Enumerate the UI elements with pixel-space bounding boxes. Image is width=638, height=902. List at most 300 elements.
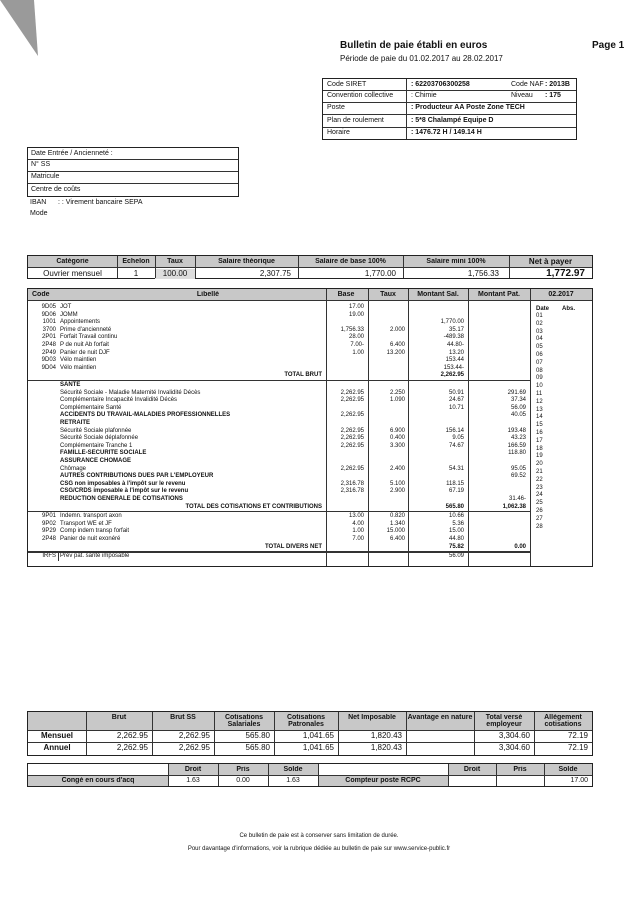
category-table bbox=[27, 255, 593, 279]
cat-value-net: 1,772.97 bbox=[546, 268, 585, 279]
boxed-divider bbox=[58, 552, 59, 561]
calendar-day: 06 bbox=[536, 352, 543, 358]
row-base: 2,262.95 bbox=[340, 412, 364, 419]
row-label: JOT bbox=[60, 304, 72, 310]
iban-value: : : Virement bancaire SEPA bbox=[58, 199, 143, 206]
calendar-day: 26 bbox=[536, 508, 543, 514]
row-montant-sal: 565.80 bbox=[445, 503, 464, 510]
row-montant-sal: 50.91 bbox=[448, 389, 464, 396]
summary-value: 3,304.60 bbox=[498, 743, 530, 752]
row-code bbox=[28, 544, 56, 551]
row-montant-sal: 67.19 bbox=[448, 488, 464, 495]
calendar-day: 08 bbox=[536, 367, 543, 374]
row-label: TOTAL DES COTISATIONS ET CONTRIBUTIONS bbox=[185, 503, 322, 510]
row-label: Sécurité Sociale déplafonnée bbox=[60, 435, 139, 442]
row-montant-sal: 153.44 bbox=[445, 357, 464, 364]
summary-header: Total versé employeur bbox=[485, 714, 523, 728]
row-montant-pat: 166.59 bbox=[507, 442, 526, 449]
row-montant-sal: 44.80 bbox=[448, 536, 464, 542]
row-montant-pat bbox=[468, 481, 526, 488]
row-label: TOTAL DIVERS NET bbox=[264, 543, 322, 550]
calendar-day: 12 bbox=[536, 398, 543, 405]
row-base bbox=[326, 450, 364, 457]
row-label: Comp indem transp forfait bbox=[60, 528, 130, 535]
row-code bbox=[28, 450, 56, 457]
row-montant-pat bbox=[468, 372, 526, 379]
row-code: 9D06 bbox=[41, 311, 56, 318]
summary-col-divider bbox=[406, 712, 407, 755]
boxed-separator bbox=[28, 552, 530, 553]
row-code: 2P01 bbox=[41, 334, 56, 341]
row-label: Sécurité Sociale plafonnée bbox=[60, 427, 132, 434]
calendar-day: 18 bbox=[536, 445, 543, 452]
row-montant-sal: 10.66 bbox=[448, 513, 464, 520]
detail-header-month: 02.2017 bbox=[548, 291, 574, 298]
summary-row-label: Mensuel bbox=[40, 731, 73, 740]
row-taux: 6.400 bbox=[389, 342, 405, 348]
row-label: Panier de nuit DJF bbox=[60, 349, 110, 356]
row-taux bbox=[368, 334, 405, 341]
row-montant-pat bbox=[468, 528, 526, 535]
row-base: 2,316.78 bbox=[340, 480, 364, 487]
row-montant-pat bbox=[468, 420, 526, 427]
calendar-day: 28 bbox=[536, 523, 543, 530]
row-code bbox=[28, 405, 56, 412]
row-montant-pat: 0.00 bbox=[514, 543, 526, 550]
row-code bbox=[28, 458, 56, 465]
row-code bbox=[28, 488, 56, 495]
row-montant-sal: 35.17 bbox=[448, 326, 464, 333]
page-number: Page 1 bbox=[592, 40, 625, 51]
row-code: IRFS bbox=[42, 553, 56, 560]
row-base: 2,262.95 bbox=[340, 427, 364, 434]
summary-value: 2,262.95 bbox=[116, 731, 148, 740]
row-montant-sal bbox=[408, 458, 464, 465]
row-montant-pat bbox=[468, 357, 526, 364]
poste-label: Poste bbox=[327, 104, 345, 111]
row-taux: 2.250 bbox=[389, 389, 405, 396]
row-taux bbox=[368, 553, 405, 560]
calendar-day: 02 bbox=[536, 320, 543, 327]
row-taux bbox=[368, 420, 405, 427]
horaire-value: : 1476.72 H / 149.14 H bbox=[411, 129, 482, 136]
row-montant-pat bbox=[468, 553, 526, 560]
row-base: 28.00 bbox=[348, 334, 364, 341]
calendar-day: 23 bbox=[536, 484, 543, 491]
row-base: 4.00 bbox=[352, 520, 364, 527]
row-montant-pat bbox=[468, 319, 526, 326]
row-base bbox=[326, 382, 364, 389]
row-montant-pat: 193.48 bbox=[507, 427, 526, 434]
rcpc-label: Compteur poste RCPC bbox=[345, 777, 421, 784]
row-montant-pat bbox=[468, 350, 526, 357]
row-montant-pat: 56.09 bbox=[510, 404, 526, 411]
row-montant-pat bbox=[468, 334, 526, 341]
summary-col-divider bbox=[86, 712, 87, 755]
row-montant-sal bbox=[408, 450, 464, 457]
row-base: 17.00 bbox=[348, 304, 364, 310]
calendar-day: 11 bbox=[536, 391, 543, 397]
rcpc-value-solde: 17.00 bbox=[570, 777, 588, 784]
centre-label: Centre de coûts bbox=[31, 186, 81, 193]
summary-col-divider bbox=[274, 712, 275, 755]
matricule-label: Matricule bbox=[31, 173, 60, 180]
summary-value: 565.80 bbox=[245, 743, 270, 752]
calendar-day: 16 bbox=[536, 430, 543, 436]
row-montant-sal: 24.67 bbox=[448, 397, 464, 404]
siret-label: Code SIRET bbox=[327, 81, 367, 88]
calendar-day: 15 bbox=[536, 422, 543, 429]
summary-col-divider bbox=[338, 712, 339, 755]
detail-header-base: Base bbox=[337, 291, 355, 298]
naf-label: Code NAF bbox=[511, 81, 544, 88]
row-montant-sal: 56.09 bbox=[448, 553, 464, 560]
row-montant-sal: 1,770.00 bbox=[440, 319, 464, 326]
summary-value: 1,820.43 bbox=[370, 731, 402, 740]
document-title: Bulletin de paie établi en euros bbox=[340, 40, 488, 51]
summary-header: Brut bbox=[111, 714, 127, 721]
cat-value-mini: 1,756.33 bbox=[467, 269, 499, 278]
row-label: REDUCTION GENERALE DE COTISATIONS bbox=[60, 496, 183, 502]
row-taux bbox=[368, 473, 405, 480]
row-montant-pat bbox=[468, 382, 526, 389]
row-label: Indemn. transport axon bbox=[60, 513, 122, 520]
row-montant-pat: 95.05 bbox=[510, 465, 526, 472]
summary-col-divider bbox=[214, 712, 215, 755]
row-taux: 6.900 bbox=[389, 427, 405, 434]
summary-value: 1,041.65 bbox=[302, 743, 334, 752]
row-label: Appointements bbox=[60, 319, 101, 326]
row-montant-sal bbox=[408, 304, 464, 311]
row-label: ASSURANCE CHOMAGE bbox=[60, 458, 132, 464]
calendar-day: 21 bbox=[536, 469, 543, 475]
summary-header: Avantage en nature bbox=[407, 714, 473, 721]
calendar-day: 14 bbox=[536, 414, 543, 421]
row-label: Complémentaire Tranche 1 bbox=[60, 442, 133, 449]
row-taux bbox=[368, 405, 405, 412]
calendar-day: 17 bbox=[536, 437, 543, 444]
entry-date-label: Date Entrée / Ancienneté : bbox=[31, 150, 113, 157]
ns-label: N° SS bbox=[31, 161, 51, 168]
row-label: CSG non imposables à l'impôt sur le revenu bbox=[60, 480, 186, 487]
detail-header-pat: Montant Pat. bbox=[478, 291, 520, 298]
summary-table bbox=[27, 711, 593, 756]
calendar-day: 04 bbox=[536, 336, 543, 343]
summary-value: 565.80 bbox=[245, 731, 270, 740]
summary-header: Cotisations Patronales bbox=[286, 714, 326, 728]
row-code: 3700 bbox=[42, 326, 56, 333]
row-montant-sal: 13.20 bbox=[448, 349, 464, 356]
leave-value-pris: 0.00 bbox=[236, 777, 250, 784]
detail-header-taux: Taux bbox=[380, 291, 396, 298]
row-taux bbox=[368, 544, 405, 551]
row-montant-pat: 37.34 bbox=[510, 397, 526, 404]
calendar-day: 19 bbox=[536, 453, 543, 460]
row-taux bbox=[368, 357, 405, 364]
row-base: 1.00 bbox=[352, 349, 364, 356]
leave-header-solde: Solde bbox=[283, 766, 303, 773]
summary-col-divider bbox=[152, 712, 153, 755]
row-label: Chômage bbox=[60, 465, 87, 472]
calendar-day: 07 bbox=[536, 359, 543, 366]
row-taux: 0.400 bbox=[389, 435, 405, 442]
detail-header-libelle: Libellé bbox=[196, 291, 220, 298]
summary-value: 1,820.43 bbox=[370, 743, 402, 752]
row-label: RETRAITE bbox=[60, 420, 90, 426]
leave-label: Congé en cours d'acq bbox=[61, 777, 135, 784]
row-montant-pat: 1,062.38 bbox=[502, 503, 526, 510]
cat-header-net: Net à payer bbox=[528, 257, 573, 266]
row-montant-sal bbox=[408, 382, 464, 389]
row-base bbox=[326, 458, 364, 465]
plan-label: Plan de roulement bbox=[327, 117, 384, 124]
row-taux: 13.200 bbox=[386, 349, 405, 356]
row-base: 2,262.95 bbox=[340, 389, 364, 396]
row-label: Transport WE et JF bbox=[60, 520, 112, 527]
detail-header-sal: Montant Sal. bbox=[417, 291, 459, 298]
calendar-date-header: Date bbox=[536, 306, 550, 312]
summary-header: Net Imposable bbox=[348, 714, 396, 721]
row-montant-pat bbox=[468, 365, 526, 372]
iban-label: IBAN bbox=[30, 199, 47, 206]
cat-header-echelon: Echelon bbox=[122, 258, 150, 265]
row-base bbox=[326, 357, 364, 364]
row-code bbox=[28, 496, 56, 503]
row-code bbox=[28, 443, 56, 450]
row-code bbox=[28, 481, 56, 488]
row-taux bbox=[368, 312, 405, 319]
row-montant-sal: 15.00 bbox=[448, 528, 464, 535]
row-montant-sal: 10.71 bbox=[448, 404, 464, 411]
leave-header-droit: Droit bbox=[184, 766, 202, 773]
cat-header-categorie: Catégorie bbox=[56, 258, 89, 265]
row-montant-sal: 74.67 bbox=[448, 442, 464, 449]
row-montant-pat: 31.46- bbox=[508, 496, 526, 502]
summary-row-label: Annuel bbox=[43, 743, 71, 752]
row-code: 9P29 bbox=[41, 528, 56, 535]
footer-line-1: Ce bulletin de paie est à conserver sans limitation de durée. bbox=[239, 833, 399, 839]
row-taux: 1.090 bbox=[389, 397, 405, 404]
detail-header-code: Code bbox=[32, 291, 50, 298]
row-montant-sal bbox=[408, 496, 464, 503]
row-base: 2,316.78 bbox=[340, 488, 364, 495]
scan-fold-mark bbox=[0, 0, 60, 60]
row-label: SANTE bbox=[60, 382, 81, 388]
summary-header: Cotisations Salariales bbox=[224, 714, 264, 728]
row-taux: 3.300 bbox=[389, 442, 405, 449]
row-taux: 2.400 bbox=[389, 465, 405, 472]
summary-value: 3,304.60 bbox=[498, 731, 530, 740]
row-code: 2P49 bbox=[41, 349, 56, 356]
row-base: 2,262.95 bbox=[340, 435, 364, 442]
row-montant-sal bbox=[408, 473, 464, 480]
calendar-day: 01 bbox=[536, 313, 543, 319]
summary-col-divider bbox=[474, 712, 475, 755]
row-taux: 0.820 bbox=[389, 513, 405, 520]
row-montant-sal: 153.44- bbox=[443, 364, 464, 371]
row-code: 1001 bbox=[42, 319, 56, 326]
cat-value-taux: 100.00 bbox=[155, 269, 195, 279]
row-code bbox=[28, 397, 56, 404]
row-label: Complémentaire Santé bbox=[60, 404, 122, 411]
row-code bbox=[28, 420, 56, 427]
calendar-day: 10 bbox=[536, 383, 543, 390]
cat-header-taux: Taux bbox=[167, 258, 183, 265]
row-base bbox=[326, 405, 364, 412]
row-code: 9D03 bbox=[41, 357, 56, 364]
convention-value: : Chimie bbox=[411, 92, 437, 99]
row-montant-pat bbox=[468, 342, 526, 349]
row-label: Complémentaire Incapacité Invalidité Décès bbox=[60, 397, 178, 404]
row-montant-sal: 75.82 bbox=[448, 543, 464, 550]
siret-value: : 62203706300258 bbox=[411, 81, 470, 88]
calendar-day: 22 bbox=[536, 476, 543, 483]
calendar-abs-header: Abs. bbox=[562, 306, 576, 312]
row-taux bbox=[368, 319, 405, 326]
row-code bbox=[28, 412, 56, 419]
cat-header-base: Salaire de base 100% bbox=[315, 258, 386, 265]
row-taux: 2.000 bbox=[389, 326, 405, 333]
row-montant-pat bbox=[468, 488, 526, 495]
row-base: 2,262.95 bbox=[340, 397, 364, 404]
plan-value: : 5*8 Chalampé Equipe D bbox=[411, 117, 494, 124]
row-base: 2,262.95 bbox=[340, 442, 364, 449]
row-label: Vélo maintien bbox=[60, 364, 97, 371]
calendar-day: 20 bbox=[536, 461, 543, 468]
row-taux bbox=[368, 382, 405, 389]
row-taux: 1.340 bbox=[389, 520, 405, 527]
calendar-day: 25 bbox=[536, 500, 543, 507]
summary-value: 2,262.95 bbox=[178, 731, 210, 740]
summary-value: 2,262.95 bbox=[116, 743, 148, 752]
row-base: 1,756.33 bbox=[340, 326, 364, 333]
row-montant-sal bbox=[408, 412, 464, 419]
row-base: 7.00 bbox=[352, 536, 364, 542]
row-base bbox=[326, 553, 364, 560]
row-code bbox=[28, 435, 56, 442]
row-montant-pat bbox=[468, 521, 526, 528]
row-code bbox=[28, 504, 56, 511]
row-montant-pat bbox=[468, 304, 526, 311]
row-code bbox=[28, 382, 56, 389]
row-montant-sal: 44.80- bbox=[446, 342, 464, 348]
row-taux bbox=[368, 372, 405, 379]
niveau-value: : 175 bbox=[545, 92, 561, 99]
row-base bbox=[326, 496, 364, 503]
row-code: 9D05 bbox=[41, 304, 56, 310]
cat-value-categorie: Ouvrier mensuel bbox=[43, 269, 102, 278]
rcpc-header-solde: Solde bbox=[558, 766, 578, 773]
row-label: FAMILLE-SECURITE SOCIALE bbox=[60, 450, 147, 457]
row-base bbox=[326, 473, 364, 480]
summary-col-divider bbox=[534, 712, 535, 755]
row-code bbox=[28, 466, 56, 473]
row-taux bbox=[368, 504, 405, 511]
row-taux bbox=[368, 450, 405, 457]
row-base bbox=[326, 544, 364, 551]
convention-label: Convention collective bbox=[327, 92, 394, 99]
pay-period: Période de paie du 01.02.2017 au 28.02.2017 bbox=[340, 54, 503, 63]
row-taux: 6.400 bbox=[389, 536, 405, 542]
total-separator bbox=[28, 380, 530, 381]
rcpc-header-droit: Droit bbox=[463, 766, 481, 773]
row-base bbox=[326, 319, 364, 326]
row-base bbox=[326, 504, 364, 511]
cat-value-base: 1,770.00 bbox=[364, 269, 396, 278]
row-taux bbox=[368, 412, 405, 419]
row-montant-pat: 43.23 bbox=[510, 435, 526, 442]
row-code bbox=[28, 428, 56, 435]
row-base bbox=[326, 372, 364, 379]
row-base: 13.00 bbox=[348, 513, 364, 520]
row-base bbox=[326, 365, 364, 372]
row-label: AUTRES CONTRIBUTIONS DUES PAR L'EMPLOYEUR bbox=[60, 473, 214, 480]
row-montant-pat: 69.52 bbox=[510, 473, 526, 480]
leave-value-solde: 1.63 bbox=[286, 777, 300, 784]
row-label: CSG/CRDS imposable à l'impôt sur le revenu bbox=[60, 488, 189, 495]
row-montant-pat: 40.05 bbox=[510, 412, 526, 419]
summary-value: 72.19 bbox=[567, 743, 588, 752]
row-taux bbox=[368, 304, 405, 311]
row-code bbox=[28, 372, 56, 379]
row-montant-sal: 156.14 bbox=[445, 427, 464, 434]
row-code: 9P01 bbox=[41, 513, 56, 520]
row-taux bbox=[368, 496, 405, 503]
row-montant-pat: 291.69 bbox=[507, 389, 526, 396]
footer-line-2: Pour davantage d'informations, voir la rubrique dédiée au bulletin de paie sur www.service-public.fr bbox=[187, 846, 451, 852]
row-code bbox=[28, 390, 56, 397]
row-base: 7.00- bbox=[350, 342, 364, 348]
row-label: TOTAL BRUT bbox=[284, 372, 322, 379]
total-separator bbox=[28, 511, 530, 512]
row-montant-pat bbox=[468, 458, 526, 465]
row-code: 9P02 bbox=[41, 520, 56, 527]
row-montant-sal: -489.38 bbox=[443, 334, 464, 341]
summary-value: 2,262.95 bbox=[178, 743, 210, 752]
calendar-day: 05 bbox=[536, 344, 543, 351]
row-label: Prime d'ancienneté bbox=[60, 326, 112, 333]
row-montant-pat bbox=[468, 312, 526, 319]
row-code: 2P48 bbox=[41, 536, 56, 542]
employee-info-box bbox=[27, 147, 239, 197]
row-montant-sal: 5.36 bbox=[452, 520, 464, 527]
row-code: 9D04 bbox=[41, 364, 56, 371]
niveau-label: Niveau bbox=[511, 92, 533, 99]
calendar-day: 24 bbox=[536, 492, 543, 499]
calendar-day: 03 bbox=[536, 328, 543, 335]
row-montant-sal bbox=[408, 312, 464, 319]
row-label: Forfait Travail continu bbox=[60, 334, 118, 341]
row-base bbox=[326, 420, 364, 427]
row-taux bbox=[368, 365, 405, 372]
row-base: 2,262.95 bbox=[340, 465, 364, 472]
detail-table bbox=[27, 288, 593, 567]
row-base: 1.00 bbox=[352, 528, 364, 535]
row-label: JOMM bbox=[60, 311, 78, 318]
mode-label: Mode bbox=[30, 210, 48, 217]
company-info-box bbox=[322, 78, 577, 140]
rcpc-header-pris: Pris bbox=[513, 766, 527, 773]
calendar-day: 27 bbox=[536, 515, 543, 522]
row-montant-pat bbox=[468, 327, 526, 334]
row-montant-sal bbox=[408, 420, 464, 427]
cat-value-echelon: 1 bbox=[133, 269, 139, 278]
row-taux: 5.100 bbox=[389, 480, 405, 487]
leave-value-droit: 1.63 bbox=[186, 777, 200, 784]
summary-value: 72.19 bbox=[567, 731, 588, 740]
row-montant-sal: 54.31 bbox=[448, 465, 464, 472]
row-label: Panier de nuit exonéré bbox=[60, 536, 121, 542]
